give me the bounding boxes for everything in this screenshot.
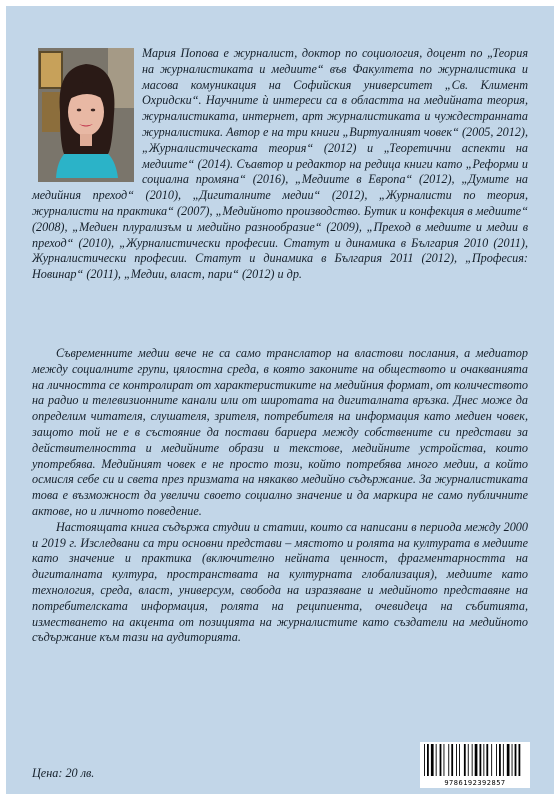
barcode-bar <box>424 744 425 776</box>
barcode-bar <box>486 744 488 776</box>
barcode-bar <box>468 744 469 776</box>
barcode-bar <box>448 744 449 776</box>
barcode-bar <box>456 744 457 776</box>
isbn-number: 9786192392857 <box>444 779 506 787</box>
barcode-bar <box>440 744 442 776</box>
barcode-bar <box>507 744 510 776</box>
barcode-bar <box>483 744 484 776</box>
barcode-bar <box>464 744 466 776</box>
barcode-bars <box>420 742 530 778</box>
barcode-bar <box>515 744 517 776</box>
barcode-bar <box>436 744 437 776</box>
barcode-bar <box>451 744 453 776</box>
barcode-bar <box>512 744 513 776</box>
isbn-barcode <box>420 742 530 788</box>
barcode-bar <box>491 744 492 776</box>
barcode-bar <box>480 744 482 776</box>
author-bio-text: Мария Попова е журналист, доктор по социология, доцент по „Теория на журналистиката и медиите“ във Факултета по журналистика и масова комуникация на Софийския университет „Св. Климент Охридски“. Научните ѝ интереси са в областта на медийната теория, журналистиката, интернет, арт журналистиката и чуждестранната журналистика. Автор е на три книги „Виртуалният човек“ (2005, 2012), „Журналистическата теория“ (2012) и „Теоретични аспекти на медиите“ (2014). Съавтор и редактор на редица книги като „Реформи и социална промяна“ (2016), „Медиите в Европа“ (2012), „Думите на медийния преход“ (2010), „Дигиталните медии“ (2012), „Журналисти по теория, журналисти на практика“ (2007), „Медийното производство. Бутик и конфекция в медиите“ (2008), „Медиен плурализъм и медийно разнообразие“ (2009), „Преход в медиите и медии в преход“ (2010), „Журналистически професии. Статут и динамика в България 2010 (2011), Журналистически професии. Статут и динамика в България 2011 (2012), „Професия: Новинар“ (2011), „Медии, власт, пари“ (2012) и др. <box>32 46 528 282</box>
author-bio <box>32 46 528 283</box>
barcode-bar <box>503 744 504 776</box>
photo-spacer <box>32 46 142 182</box>
barcode-bar <box>472 744 473 776</box>
barcode-bar <box>459 744 460 776</box>
price-label: Цена: 20 лв. <box>32 766 95 780</box>
barcode-bar <box>431 744 434 776</box>
barcode-bar <box>427 744 429 776</box>
barcode-bar <box>519 744 521 776</box>
barcode-bar <box>444 744 445 776</box>
barcode-bar <box>496 744 497 776</box>
description-paragraph-1: Съвременните медии вече не са само транслатор на властови послания, а медиатор между социалните групи, цялостна среда, в която законите на обществото и очакванията на личността се контролират от характеристиките на медийния формат, от количеството на радио и телевизионните канали или от широтата на дигиталната връзка. Днес може да определим читателя, слушателя, зрителя, потребителя на информация като медиен човек, защото той не е в състояние да постави бариера между собствените си представи за действителността и медийните образи и текстове, медийните устройства, които употребява. Медийният човек е не просто този, който потребява много медии, а който осмисля себе си и света през призмата на някакво медийно съдържание. За журналистиката това е възможност да увеличи своето социално значение и да маркира не само публичните актове, но и личното поведение. <box>32 346 528 518</box>
barcode-bar <box>499 744 501 776</box>
book-description <box>32 346 528 646</box>
description-paragraph-2: Настоящата книга съдържа студии и статии, които са написани в периода между 2000 и 2019 г. Изследвани са три основни представи – мястото и ролята на културата в медиите като значение и практика (включително нейната ценност, фрагментарността на дигиталната култура, пространствата на културната глобализация), медиите като технология, среда, власт, универсум, свобода на изразяване и медийното представяне на потребителската информация, ролята на реципиента, очевидеца на събитията, изместването на акцента от позицията на журналистите като създатели на медийното съдържание към тази на аудиторията. <box>32 519 528 645</box>
barcode-bar <box>475 744 478 776</box>
